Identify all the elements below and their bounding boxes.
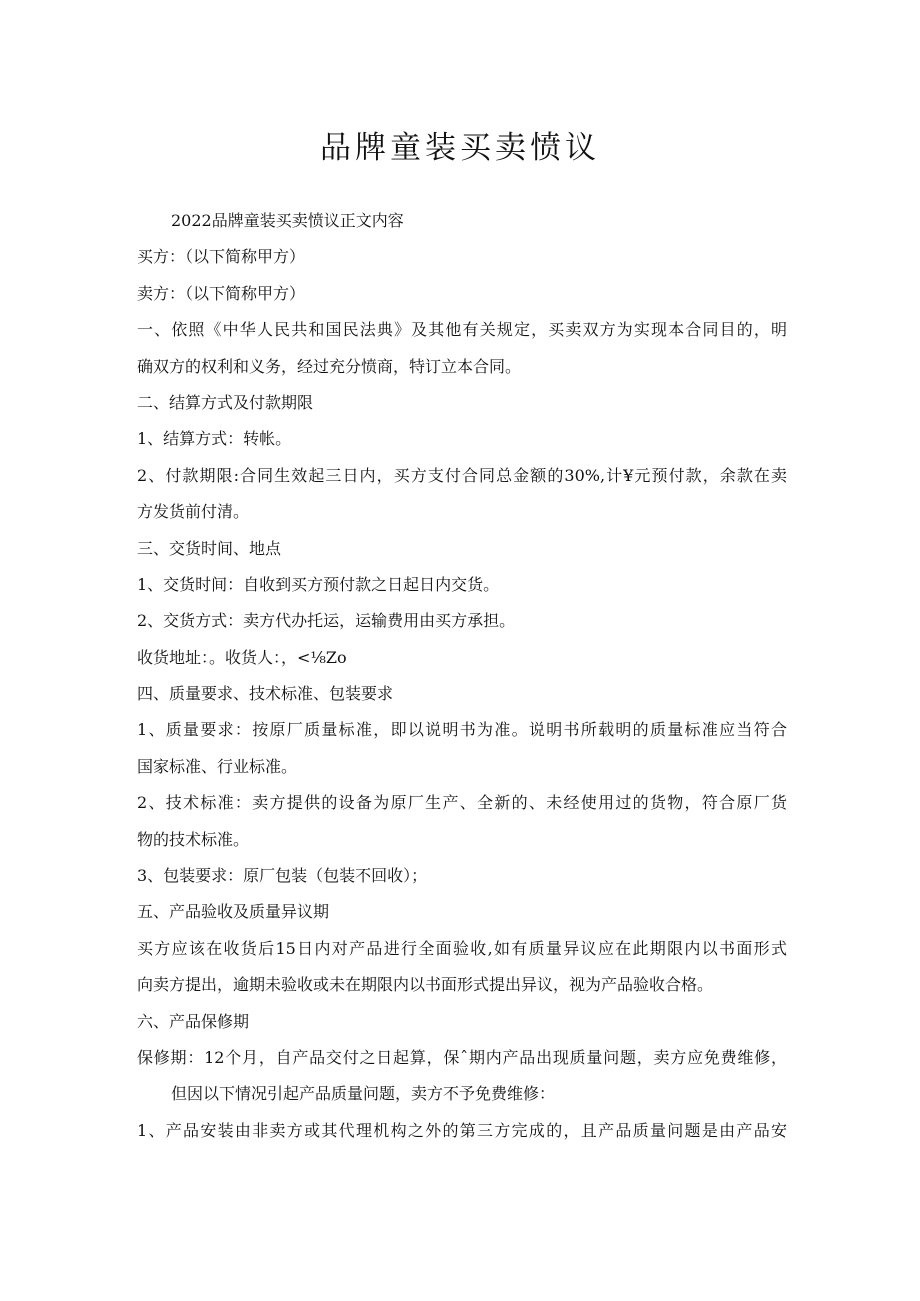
paragraph-line: 2、付款期限:合同生效起三日内，买方支付合同总金额的30%,计¥元预付款，余款在卖 xyxy=(137,465,787,485)
section-heading: 三、交货时间、地点 xyxy=(137,538,282,558)
section-heading: 二、结算方式及付款期限 xyxy=(137,392,314,412)
paragraph-line: 物的技术标准。 xyxy=(137,829,250,849)
paragraph-line: 3、包装要求：原厂包装（包装不回收）； xyxy=(137,866,428,886)
document-body xyxy=(137,203,787,1149)
paragraph-line: 但因以下情况引起产品质量问题，卖方不予免费维修： xyxy=(171,1084,556,1104)
section-heading: 四、质量要求、技术标准、包装要求 xyxy=(137,684,394,704)
paragraph-line: 2、交货方式：卖方代办托运，运输费用由买方承担。 xyxy=(137,611,516,631)
paragraph-line: 收货地址：。收货人：，<⅛Zo xyxy=(137,647,347,667)
subtitle-line: 2022品牌童装买卖愤议正文内容 xyxy=(171,211,404,230)
section-heading: 五、产品验收及质量异议期 xyxy=(137,902,330,922)
buyer-line: 买方：（以下简称甲方） xyxy=(137,247,306,267)
section-heading: 六、产品保修期 xyxy=(137,1011,250,1031)
seller-line: 卖方：（以下简称甲方） xyxy=(137,283,306,303)
document-title: 品牌童装买卖愤议 xyxy=(320,130,600,166)
paragraph-line: 1、结算方式：转帐。 xyxy=(137,429,292,449)
paragraph-line: 确双方的权利和义务，经过充分愤商，特订立本合同。 xyxy=(137,356,522,376)
paragraph-line: 1、交货时间：自收到买方预付款之日起日内交货。 xyxy=(137,574,500,594)
paragraph-line: 2、技术标准：卖方提供的设备为原厂生产、全新的、未经使用过的货物，符合原厂货 xyxy=(137,793,787,813)
paragraph-line: 1、质量要求：按原厂质量标准，即以说明书为准。说明书所载明的质量标准应当符合 xyxy=(137,720,787,740)
paragraph-line: 向卖方提出，逾期未验收或未在期限内以书面形式提出异议，视为产品验收合格。 xyxy=(137,975,714,995)
paragraph-line: 1、产品安装由非卖方或其代理机构之外的第三方完成的，且产品质量问题是由产品安 xyxy=(137,1120,787,1140)
paragraph-line: 方发货前付清。 xyxy=(137,502,250,522)
paragraph-line: 一、依照《中华人民共和国民法典》及其他有关规定，买卖双方为实现本合同目的，明 xyxy=(137,320,787,340)
paragraph-line: 国家标准、行业标准。 xyxy=(137,756,298,776)
paragraph-line: 买方应该在收货后15日内对产品进行全面验收,如有质量异议应在此期限内以书面形式 xyxy=(137,938,787,958)
paragraph-line: 保修期：12个月，自产品交付之日起算，保ˆ期内产品出现质量问题，卖方应免费维修， xyxy=(137,1047,787,1067)
